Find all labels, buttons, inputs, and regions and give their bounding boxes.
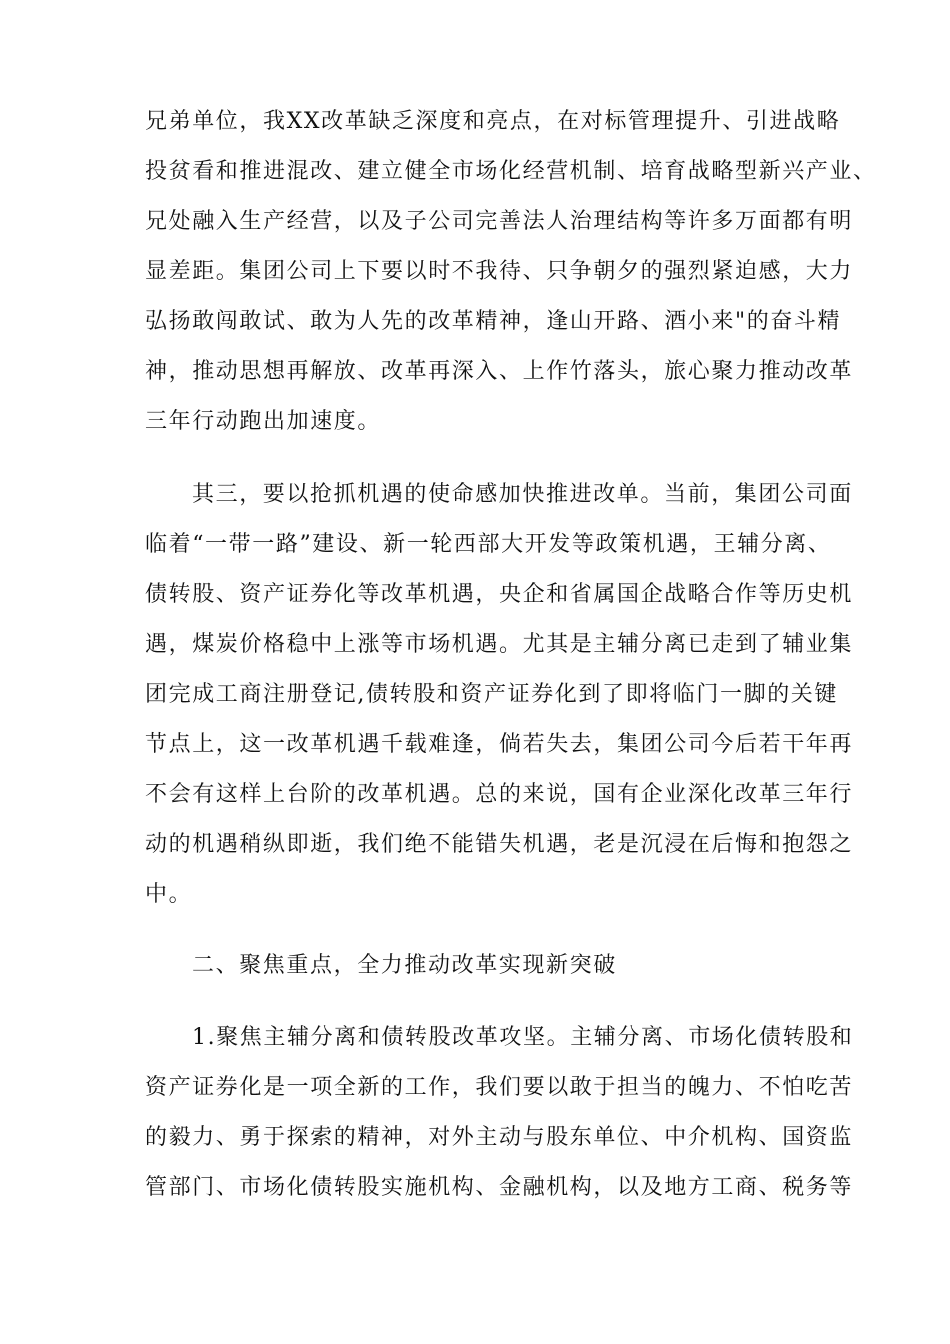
paragraph-2-line-3: 债转股、资产证券化等改革机遇，央企和省属国企战略合作等历史机 bbox=[145, 582, 854, 607]
paragraph-2-line-2: 临着“一带一路”建设、新一轮西部大开发等政策机遇，王辅分离、 bbox=[145, 532, 832, 557]
paragraph-2-line-5: 团完成工商注册登记,债转股和资产证券化到了即将临门一脚的关键 bbox=[145, 682, 838, 707]
paragraph-1-line-3: 兄处融入生产经营，以及子公司完善法人治理结构等许多万面都有明 bbox=[145, 209, 854, 234]
paragraph-3-line-2: 资产证券化是一项全新的工作，我们要以敢于担当的魄力、不怕吃苦 bbox=[145, 1075, 854, 1100]
paragraph-3-line-1: 1.聚焦主辅分离和债转股改革攻坚。主辅分离、市场化债转股和 bbox=[192, 1025, 854, 1050]
paragraph-3-line-3: 的毅力、勇于探索的精神，对外主动与股东单位、中介机构、国资监 bbox=[145, 1125, 854, 1150]
paragraph-1-line-2: 投贫看和推进混改、建立健全市场化经营机制、培育战略型新兴产业、 bbox=[145, 159, 877, 184]
paragraph-1-line-6: 神，推动思想再解放、改革再深入、上作竹落头，旅心聚力推动改革 bbox=[145, 359, 854, 384]
paragraph-2-line-9: 中。 bbox=[145, 882, 193, 907]
paragraph-2-line-6: 节点上，这一改革机遇千载难逢，倘若失去，集团公司今后若干年再 bbox=[145, 732, 854, 757]
paragraph-3-line-4: 管部门、市场化债转股实施机构、金融机构，以及地方工商、税务等 bbox=[145, 1175, 854, 1200]
paragraph-2-line-4: 遇，煤炭价格稳中上涨等市场机遇。尤其是主辅分离已走到了辅业集 bbox=[145, 632, 854, 657]
paragraph-2-line-1: 其三，要以抢抓机遇的使命感加快推进改单。当前，集团公司面 bbox=[192, 482, 853, 507]
paragraph-2-line-7: 不会有这样上台阶的改革机遇。总的来说，国有企业深化改革三年行 bbox=[145, 782, 854, 807]
paragraph-1-line-4: 显差距。集团公司上下要以时不我待、只争朝夕的强烈紧迫感，大力 bbox=[145, 259, 854, 284]
paragraph-1-line-5: 弘扬敢闯敢试、敢为人先的改革精神，逢山开路、酒小来"的奋斗精 bbox=[145, 309, 842, 334]
paragraph-2-line-8: 动的机遇稍纵即逝，我们绝不能错失机遇，老是沉浸在后悔和抱怨之 bbox=[145, 832, 854, 857]
paragraph-1-line-7: 三年行动跑出加速度。 bbox=[145, 409, 382, 434]
section-heading: 二、聚焦重点，全力推动改革实现新突破 bbox=[192, 953, 617, 978]
paragraph-1-line-1: 兄弟单位，我XX改革缺乏深度和亮点，在对标管理提升、引进战略 bbox=[145, 109, 841, 134]
